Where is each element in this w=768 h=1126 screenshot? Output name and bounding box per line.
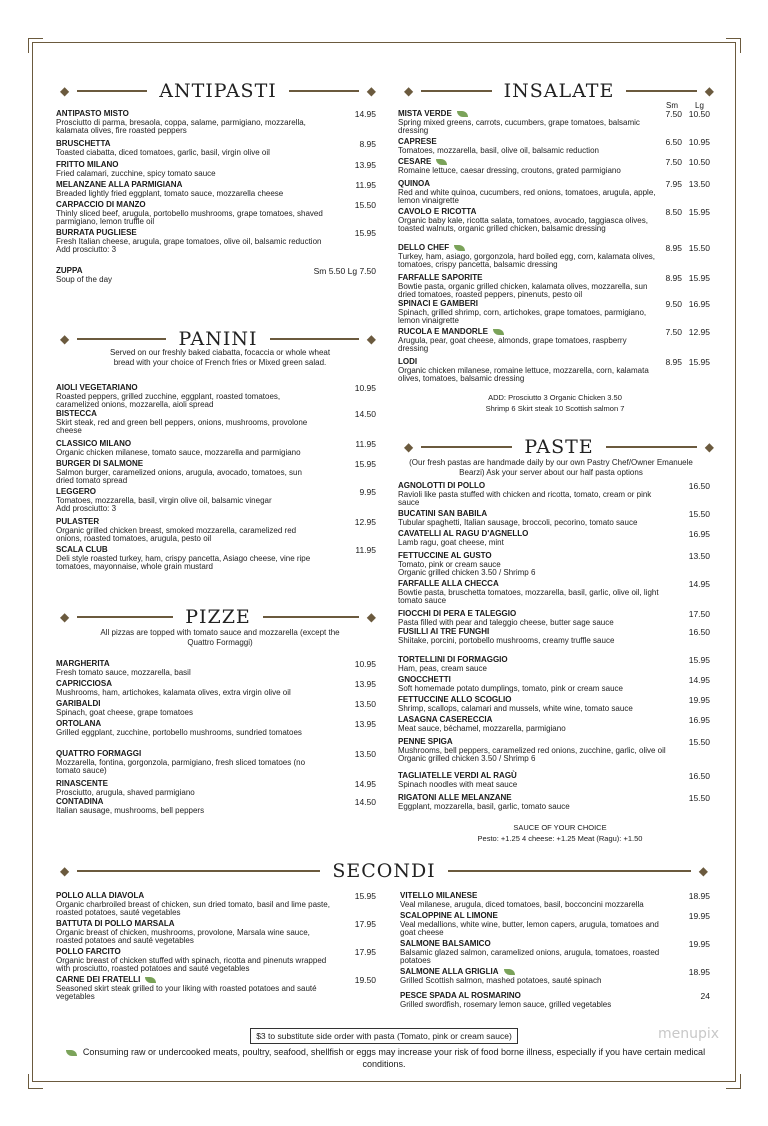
item-name: RINASCENTE <box>56 779 109 788</box>
item-price: 17.95 <box>354 947 376 957</box>
small-price: 7.50 <box>665 327 682 337</box>
insalate-header <box>404 80 714 102</box>
item-description: Spinach noodles with meat sauce <box>398 779 518 789</box>
item-price: 14.50 <box>354 409 376 419</box>
section-title: PIZZE <box>185 606 251 628</box>
item-price: 16.95 <box>688 529 710 539</box>
item-description: Thinly sliced beef, arugula, portobello mushrooms, grape tomatoes, shaved parmigiano, lemon truffle oil <box>56 208 323 227</box>
small-price: 8.50 <box>665 207 682 217</box>
large-price: 16.95 <box>688 299 710 309</box>
menu-item <box>56 460 316 486</box>
ornament-icon: ◆ <box>404 440 414 454</box>
item-description: Balsamic glazed salmon, caramelized onions, arugula, tomatoes, roasted potatoes <box>400 947 660 966</box>
frame-corner <box>726 1074 741 1089</box>
item-name: CONTADINA <box>56 797 104 806</box>
menu-item <box>398 208 656 234</box>
item-extra: Add prosciutto: 3 <box>56 245 117 255</box>
item-name: PESCE SPADA AL ROSMARINO <box>400 991 521 1000</box>
ornament-icon: ◆ <box>60 332 70 346</box>
item-name: FIOCCHI DI PERA E TALEGGIO <box>398 609 517 618</box>
menu-item <box>400 940 666 966</box>
panini-header <box>60 328 376 350</box>
item-price: 10.95 <box>354 659 376 669</box>
large-price: 12.95 <box>688 327 710 337</box>
menu-item <box>398 530 668 547</box>
item-description: Pasta filled with pear and taleggio cheese, butter sage sauce <box>398 617 614 627</box>
menu-item <box>56 229 328 255</box>
section-title: PASTE <box>524 436 594 458</box>
item-price: 15.95 <box>354 228 376 238</box>
salad-addons: Shrimp 6 Skirt steak 10 Scottish salmon 7 <box>485 404 625 413</box>
item-name: VITELLO MILANESE <box>400 891 478 900</box>
pizze-header <box>60 606 376 628</box>
item-description: Soft homemade potato dumplings, tomato, pink or cream sauce <box>398 683 624 693</box>
item-price: 13.50 <box>354 699 376 709</box>
item-description: Breaded lightly fried eggplant, tomato sauce, mozzarella cheese <box>56 188 284 198</box>
item-name: SPINACI E GAMBERI <box>398 299 479 308</box>
item-price: 11.95 <box>355 545 376 555</box>
menu-item <box>56 750 328 776</box>
item-price: 19.95 <box>688 695 710 705</box>
item-price: 13.95 <box>354 719 376 729</box>
menu-item <box>398 244 656 270</box>
item-name: FRITTO MILANO <box>56 160 119 169</box>
menu-item <box>398 552 668 578</box>
item-price: 15.50 <box>354 200 376 210</box>
menu-item <box>56 161 328 178</box>
item-description: Veal medallions, white wine, butter, lemon capers, arugula, tomatoes and goat cheese <box>400 919 659 938</box>
item-price: 24 <box>700 991 710 1001</box>
menu-item <box>398 580 668 606</box>
large-price: 15.95 <box>688 357 710 367</box>
menu-item <box>398 300 656 326</box>
menu-item <box>398 696 668 713</box>
item-price: 14.95 <box>354 109 376 119</box>
menu-item <box>56 140 328 157</box>
item-description: Skirt steak, red and green bell peppers, onions, mushrooms, provolone cheese <box>56 417 308 436</box>
item-name: AIOLI VEGETARIANO <box>56 383 138 392</box>
item-description: Deli style roasted turkey, ham, crispy pancetta, Asiago cheese, vine ripe tomatoes, mayonnaise, whole grain mustard <box>56 553 311 572</box>
item-price: 14.95 <box>354 779 376 789</box>
item-price: 16.50 <box>688 481 710 491</box>
item-price: 15.50 <box>688 793 710 803</box>
divider <box>421 446 512 448</box>
item-name: ORTOLANA <box>56 719 102 728</box>
warning-text: Consuming raw or undercooked meats, poultry, seafood, shellfish or eggs may increase your risk of food borne illness, especially if you have certain medical conditions. <box>82 1047 706 1069</box>
item-name: AGNOLOTTI DI POLLO <box>398 481 486 490</box>
item-price: 13.95 <box>354 679 376 689</box>
item-name: CAPRICCIOSA <box>56 679 113 688</box>
item-price: 15.50 <box>688 737 710 747</box>
item-name: CAPRESE <box>398 137 437 146</box>
ornament-icon: ◆ <box>704 440 715 454</box>
ornament-icon: ◆ <box>366 84 377 98</box>
menu-item <box>56 780 328 797</box>
sauce-options: Pesto: +1.25 4 cheese: +1.25 Meat (Ragu): +1.50 <box>477 834 643 843</box>
menu-item <box>56 798 328 815</box>
menu-item <box>400 912 666 938</box>
sauce-title: SAUCE OF YOUR CHOICE <box>513 823 607 832</box>
item-name: POLLO ALLA DIAVOLA <box>56 891 145 900</box>
item-description: Bowtie pasta, bruschetta tomatoes, mozzarella, basil, garlic, olive oil, light tomato sauce <box>398 587 659 606</box>
pizze-note: All pizzas are topped with tomato sauce and mozzarella (except the Quattro Formaggi) <box>100 628 340 647</box>
item-price: 15.95 <box>354 891 376 901</box>
item-description: Arugula, pear, goat cheese, almonds, grape tomatoes, raspberry dressing <box>398 335 627 354</box>
menu-item <box>398 510 668 527</box>
item-description: Grilled swordfish, rosemary lemon sauce, grilled vegetables <box>400 999 612 1009</box>
large-price: 10.50 <box>688 109 710 119</box>
item-description: Fresh Italian cheese, arugula, grape tomatoes, olive oil, balsamic reduction <box>56 236 322 246</box>
item-description: Organic chicken milanese, romaine lettuce, mozzarella, corn, kalamata olives, tomatoes, balsamic dressing <box>398 365 649 384</box>
menu-item <box>56 440 316 457</box>
menu-item <box>398 358 656 384</box>
menu-item <box>400 892 666 909</box>
item-description: Meat sauce, béchamel, mozzarella, parmigiano <box>398 723 566 733</box>
item-description: Roasted peppers, grilled zucchine, eggplant, roasted tomatoes, caramelized onions, mozzarella, aioli spread <box>56 391 281 410</box>
menu-item <box>56 720 328 737</box>
menu-item <box>56 110 328 136</box>
item-description: Spring mixed greens, carrots, cucumbers, grape tomatoes, balsamic dressing <box>398 117 640 136</box>
section-title: ANTIPASTI <box>159 80 277 102</box>
paste-note: (Our fresh pastas are handmade daily by our own Pastry Chef/Owner Emanuele Bearzi) Ask your server about our half pasta options <box>409 458 693 477</box>
watermark: menupix <box>658 1026 720 1042</box>
divider <box>448 870 691 872</box>
item-description: Eggplant, mozzarella, basil, garlic, tomato sauce <box>398 801 570 811</box>
item-description: Organic baby kale, ricotta salata, tomatoes, avocado, taggiasca olives, toasted walnuts, organic grilled chicken, balsamic dressing <box>398 215 648 234</box>
item-name: BRUSCHETTA <box>56 139 111 148</box>
item-description: Red and white quinoa, cucumbers, red onions, tomatoes, arugula, apple, lemon vinaigrette <box>398 187 656 206</box>
menu-item <box>398 328 656 354</box>
item-name: QUINOA <box>398 179 430 188</box>
item-price: Sm 5.50 Lg 7.50 <box>313 266 376 276</box>
item-name: GARIBALDI <box>56 699 101 708</box>
menu-item <box>56 201 328 227</box>
allergy-warning <box>60 1046 708 1070</box>
item-description: Organic breast of chicken stuffed with spinach, ricotta and pinenuts wrapped with prosciutto, roasted potatoes and sauté vegetables <box>56 955 327 974</box>
item-name: GNOCCHETTI <box>398 675 451 684</box>
item-price: 15.95 <box>354 459 376 469</box>
menu-item <box>398 794 668 811</box>
antipasti-header <box>60 80 376 102</box>
item-extra: Organic grilled chicken 3.50 / Shrimp 6 <box>398 568 536 578</box>
item-description: Mushrooms, bell peppers, caramelized red onions, zucchine, garlic, olive oil <box>398 745 666 755</box>
item-description: Shrimp, scallops, calamari and mussels, white wine, tomato sauce <box>398 703 633 713</box>
ornament-icon: ◆ <box>404 84 414 98</box>
item-description: Prosciutto di parma, bresaola, coppa, salame, parmigiano, mozzarella, kalamata olives, fire roasted peppers <box>56 117 306 136</box>
item-description: Italian sausage, mushrooms, bell peppers <box>56 805 205 815</box>
menu-item <box>398 482 668 508</box>
item-extra: Add prosciutto: 3 <box>56 504 117 514</box>
small-price: 7.50 <box>665 109 682 119</box>
menu-item <box>56 660 328 677</box>
item-name: PULASTER <box>56 517 100 526</box>
menu-item <box>398 138 656 155</box>
paste-header <box>404 436 714 458</box>
frame-corner <box>28 1074 43 1089</box>
divider <box>77 338 166 340</box>
item-name: MISTA VERDE <box>398 109 452 118</box>
large-price: 10.50 <box>688 157 710 167</box>
item-price: 16.50 <box>688 627 710 637</box>
section-title: PANINI <box>178 328 258 350</box>
item-price: 12.95 <box>354 517 376 527</box>
item-name: MELANZANE ALLA PARMIGIANA <box>56 180 183 189</box>
ornament-icon: ◆ <box>60 84 70 98</box>
ornament-icon: ◆ <box>366 332 376 346</box>
menu-item <box>56 267 328 284</box>
menu-item <box>56 181 328 198</box>
divider <box>289 90 359 92</box>
menu-item <box>398 274 656 300</box>
item-description: Mozzarella, fontina, gorgonzola, parmigiano, fresh sliced tomatoes (no tomato sauce) <box>56 757 306 776</box>
leaf-icon <box>66 1050 77 1056</box>
item-description: Mushrooms, ham, artichokes, kalamata olives, extra virgin olive oil <box>56 687 291 697</box>
item-name: BATTUTA DI POLLO MARSALA <box>56 919 175 928</box>
item-name: LEGGERO <box>56 487 97 496</box>
menu-item <box>398 738 668 764</box>
item-description: Tomato, pink or cream sauce <box>398 559 501 569</box>
large-price: 15.50 <box>688 243 710 253</box>
small-price: 7.50 <box>665 157 682 167</box>
item-description: Turkey, ham, asiago, gorgonzola, hard boiled egg, corn, kalamata olives, tomatoes, crispy pancetta, balsamic dressing <box>398 251 656 270</box>
item-description: Spinach, goat cheese, grape tomatoes <box>56 707 193 717</box>
item-name: PENNE SPIGA <box>398 737 453 746</box>
item-name: SALMONE BALSAMICO <box>400 939 491 948</box>
item-name: CLASSICO MILANO <box>56 439 132 448</box>
item-price: 9.95 <box>359 487 376 497</box>
item-name: CARPACCIO DI MANZO <box>56 200 146 209</box>
menu-item <box>56 948 334 974</box>
small-size-label: Sm <box>666 101 678 110</box>
ornament-icon: ◆ <box>60 610 70 624</box>
panini-note: Served on our freshly baked ciabatta, focaccia or whole wheat bread with your choice of French fries or Mixed green salad. <box>109 348 331 367</box>
divider <box>421 90 491 92</box>
item-name: RUCOLA E MANDORLE <box>398 327 488 336</box>
item-price: 15.95 <box>688 655 710 665</box>
small-price: 8.95 <box>665 357 682 367</box>
ornament-icon: ◆ <box>704 84 714 98</box>
large-price: 13.50 <box>688 179 710 189</box>
item-price: 11.95 <box>355 439 376 449</box>
item-price: 18.95 <box>688 891 710 901</box>
divider <box>626 90 696 92</box>
item-description: Shiitake, porcini, portobello mushrooms, creamy truffle sauce <box>398 635 615 645</box>
item-description: Prosciutto, arugula, shaved parmigiano <box>56 787 195 797</box>
menu-item <box>398 610 668 627</box>
frame-corner <box>28 38 43 53</box>
item-name: BURRATA PUGLIESE <box>56 228 137 237</box>
item-price: 15.50 <box>688 509 710 519</box>
item-name: MARGHERITA <box>56 659 110 668</box>
menu-item <box>398 656 668 673</box>
section-title: INSALATE <box>503 80 615 102</box>
item-name: BISTECCA <box>56 409 97 418</box>
large-price: 15.95 <box>688 207 710 217</box>
item-description: Toasted ciabatta, diced tomatoes, garlic, basil, virgin olive oil <box>56 147 270 157</box>
ornament-icon: ◆ <box>698 864 708 878</box>
item-price: 17.95 <box>354 919 376 929</box>
item-price: 11.95 <box>355 180 376 190</box>
item-price: 19.50 <box>354 975 376 985</box>
item-description: Spinach, grilled shrimp, corn, artichokes, grape tomatoes, parmigiano, lemon vinaigrette <box>398 307 647 326</box>
item-price: 16.50 <box>688 771 710 781</box>
item-description: Tubular spaghetti, Italian sausage, broccoli, pecorino, tomato sauce <box>398 517 638 527</box>
small-price: 7.95 <box>665 179 682 189</box>
item-description: Veal milanese, arugula, diced tomatoes, basil, bocconcini mozzarella <box>400 899 644 909</box>
item-name: FUSILLI AI TRE FUNGHI <box>398 627 490 636</box>
item-price: 13.95 <box>354 160 376 170</box>
menu-item <box>56 920 334 946</box>
item-price: 17.50 <box>688 609 710 619</box>
divider <box>77 870 320 872</box>
secondi-header <box>60 860 708 882</box>
item-name: FARFALLE ALLA CHECCA <box>398 579 499 588</box>
menu-item <box>56 892 334 918</box>
menu-item <box>398 716 668 733</box>
item-description: Ravioli like pasta stuffed with chicken and ricotta, tomato, cream or pink sauce <box>398 489 652 508</box>
item-price: 14.95 <box>688 579 710 589</box>
small-price: 8.95 <box>665 243 682 253</box>
item-price: 13.50 <box>354 749 376 759</box>
item-name: BUCATINI SAN BABILA <box>398 509 488 518</box>
item-price: 13.50 <box>688 551 710 561</box>
item-name: CESARE <box>398 157 432 166</box>
item-name: FARFALLE SAPORITE <box>398 273 483 282</box>
salad-addons: ADD: Prosciutto 3 Organic Chicken 3.50 <box>488 393 622 402</box>
item-name: CAVATELLI AL RAGU D'AGNELLO <box>398 529 529 538</box>
item-name: FETTUCCINE ALLO SCOGLIO <box>398 695 512 704</box>
item-description: Fresh tomato sauce, mozzarella, basil <box>56 667 191 677</box>
frame-corner <box>726 38 741 53</box>
menu-item <box>56 700 328 717</box>
divider <box>263 616 359 618</box>
large-price: 10.95 <box>688 137 710 147</box>
item-price: 18.95 <box>688 967 710 977</box>
divider <box>270 338 359 340</box>
item-name: DELLO CHEF <box>398 243 450 252</box>
divider <box>77 90 147 92</box>
item-description: Tomatoes, mozzarella, basil, olive oil, balsamic reduction <box>398 145 599 155</box>
menu-item <box>56 546 316 572</box>
item-description: Salmon burger, caramelized onions, arugula, avocado, tomatoes, sun dried tomato spread <box>56 467 302 486</box>
menu-item <box>398 628 668 645</box>
item-name: POLLO FARCITO <box>56 947 121 956</box>
item-name: ZUPPA <box>56 266 83 275</box>
menu-item <box>56 976 334 1002</box>
item-description: Grilled Scottish salmon, mashed potatoes, sauté spinach <box>400 975 602 985</box>
item-name: BURGER DI SALMONE <box>56 459 144 468</box>
item-description: Romaine lettuce, caesar dressing, croutons, grated parmigiano <box>398 165 621 175</box>
item-name: CAVOLO E RICOTTA <box>398 207 477 216</box>
menu-item <box>398 180 656 206</box>
item-name: TAGLIATELLE VERDI AL RAGÙ <box>398 771 517 780</box>
item-description: Lamb ragu, goat cheese, mint <box>398 537 504 547</box>
item-price: 14.95 <box>688 675 710 685</box>
item-description: Organic charbroiled breast of chicken, sun dried tomato, basil and lime paste, roasted potatoes, sauté vegetables <box>56 899 330 918</box>
menu-item <box>398 772 668 789</box>
divider <box>77 616 173 618</box>
divider <box>606 446 697 448</box>
item-name: QUATTRO FORMAGGI <box>56 749 142 758</box>
item-name: FETTUCCINE AL GUSTO <box>398 551 492 560</box>
item-name: LODI <box>398 357 418 366</box>
item-price: 10.95 <box>354 383 376 393</box>
item-name: LASAGNA CASERECCIA <box>398 715 493 724</box>
item-description: Seasoned skirt steak grilled to your liking with roasted potatoes and sauté vegetables <box>56 983 317 1002</box>
large-size-label: Lg <box>695 101 704 110</box>
small-price: 6.50 <box>665 137 682 147</box>
item-description: Organic grilled chicken breast, smoked mozzarella, caramelized red onions, roasted tomatoes, arugula, pesto oil <box>56 525 297 544</box>
item-name: RIGATONI ALLE MELANZANE <box>398 793 512 802</box>
section-title: SECONDI <box>332 860 436 882</box>
menu-item <box>398 110 656 136</box>
item-extra: Organic grilled chicken 3.50 / Shrimp 6 <box>398 754 536 764</box>
item-name: CARNE DEI FRATELLI <box>56 975 141 984</box>
item-description: Ham, peas, cream sauce <box>398 663 487 673</box>
menu-item <box>398 676 668 693</box>
small-price: 9.50 <box>665 299 682 309</box>
menu-item <box>56 488 316 514</box>
item-name: TORTELLINI DI FORMAGGIO <box>398 655 508 664</box>
item-description: Organic breast of chicken, mushrooms, provolone, Marsala wine sauce, roasted potatoes and sauté vegetables <box>56 927 310 946</box>
menu-item <box>56 518 316 544</box>
menu-item <box>56 410 316 436</box>
menu-item <box>398 158 656 175</box>
item-price: 19.95 <box>688 939 710 949</box>
item-name: SALMONE ALLA GRIGLIA <box>400 967 499 976</box>
small-price: 8.95 <box>665 273 682 283</box>
item-description: Grilled eggplant, zucchine, portobello mushrooms, sundried tomatoes <box>56 727 302 737</box>
item-name: SCALOPPINE AL LIMONE <box>400 911 498 920</box>
large-price: 15.95 <box>688 273 710 283</box>
item-price: 8.95 <box>359 139 376 149</box>
item-price: 16.95 <box>688 715 710 725</box>
menu-item <box>400 992 666 1009</box>
ornament-icon: ◆ <box>60 864 70 878</box>
item-description: Soup of the day <box>56 274 113 284</box>
menu-item <box>56 680 328 697</box>
item-description: Tomatoes, mozzarella, basil, virgin olive oil, balsamic vinegar <box>56 495 272 505</box>
ornament-icon: ◆ <box>366 610 376 624</box>
menu-item <box>400 968 666 985</box>
item-name: SCALA CLUB <box>56 545 108 554</box>
pasta-substitute-box: $3 to substitute side order with pasta (Tomato, pink or cream sauce) <box>250 1028 518 1044</box>
item-price: 14.50 <box>354 797 376 807</box>
item-name: ANTIPASTO MISTO <box>56 109 129 118</box>
menu-item <box>56 384 316 410</box>
item-description: Bowtie pasta, organic grilled chicken, kalamata olives, mozzarella, sun dried tomatoes, roasted peppers, pinenuts, pesto oil <box>398 281 648 300</box>
item-price: 19.95 <box>688 911 710 921</box>
item-description: Organic chicken milanese, tomato sauce, mozzarella and parmigiano <box>56 447 301 457</box>
item-description: Fried calamari, zucchine, spicy tomato sauce <box>56 168 216 178</box>
